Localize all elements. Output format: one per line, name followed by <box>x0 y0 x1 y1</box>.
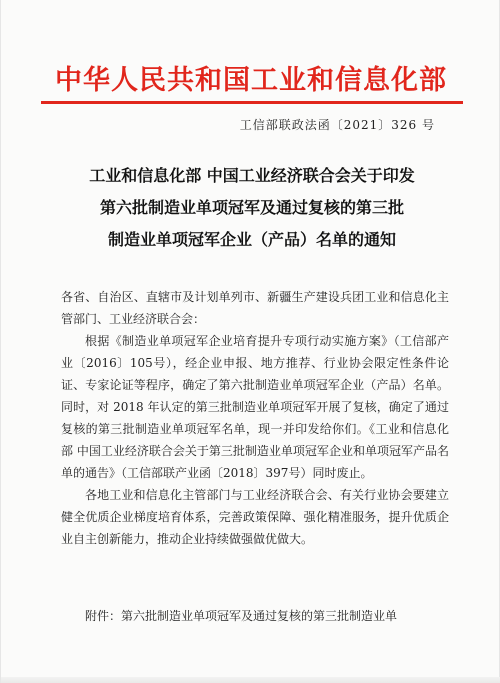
title-line-2: 第六批制造业单项冠军及通过复核的第三批 <box>99 198 404 217</box>
issuing-authority-header: 中华人民共和国工业和信息化部 <box>55 65 447 96</box>
red-separator-line <box>41 101 463 104</box>
title-line-1: 工业和信息化部 中国工业经济联合会关于印发 <box>89 166 415 185</box>
document-number: 工信部联政法函〔2021〕326 号 <box>239 118 435 132</box>
body-paragraph-1: 根据《制造业单项冠军企业培育提升专项行动实施方案》（工信部产业〔2016〕105号），经企业申报、地方推荐、行业协会限定性条件论证、专家论证等程序，确定了第六批制造业单项冠军企业（产品）名单。同时，对 2018 年认定的第三批制造业单项冠军开展了复核，确定了通过复核的第三批制造业单项冠军名单，现一并印发给你们。《工业和信息化部 中国工业经济联合会关于第三批制造业单项冠军企业和单项冠军产品名单的通告》（工信部联产业函〔2018〕397号）同时废止。 <box>61 334 449 480</box>
page-bottom-edge <box>1 677 500 683</box>
document-title <box>41 160 463 256</box>
title-line-3: 制造业单项冠军企业（产品）名单的通知 <box>107 230 396 249</box>
document-body <box>61 286 449 550</box>
attachment-line: 附件：第六批制造业单项冠军及通过复核的第三批制造业单 <box>85 609 398 623</box>
body-paragraph-2: 各地工业和信息化主管部门与工业经济联合会、有关行业协会要建立健全优质企业梯度培育体系，完善政策保障、强化精准服务，提升优质企业自主创新能力，推动企业持续做强做优做大。 <box>61 488 449 546</box>
addressee: 各省、自治区、直辖市及计划单列市、新疆生产建设兵团工业和信息化主管部门、工业经济联合会： <box>61 290 449 326</box>
